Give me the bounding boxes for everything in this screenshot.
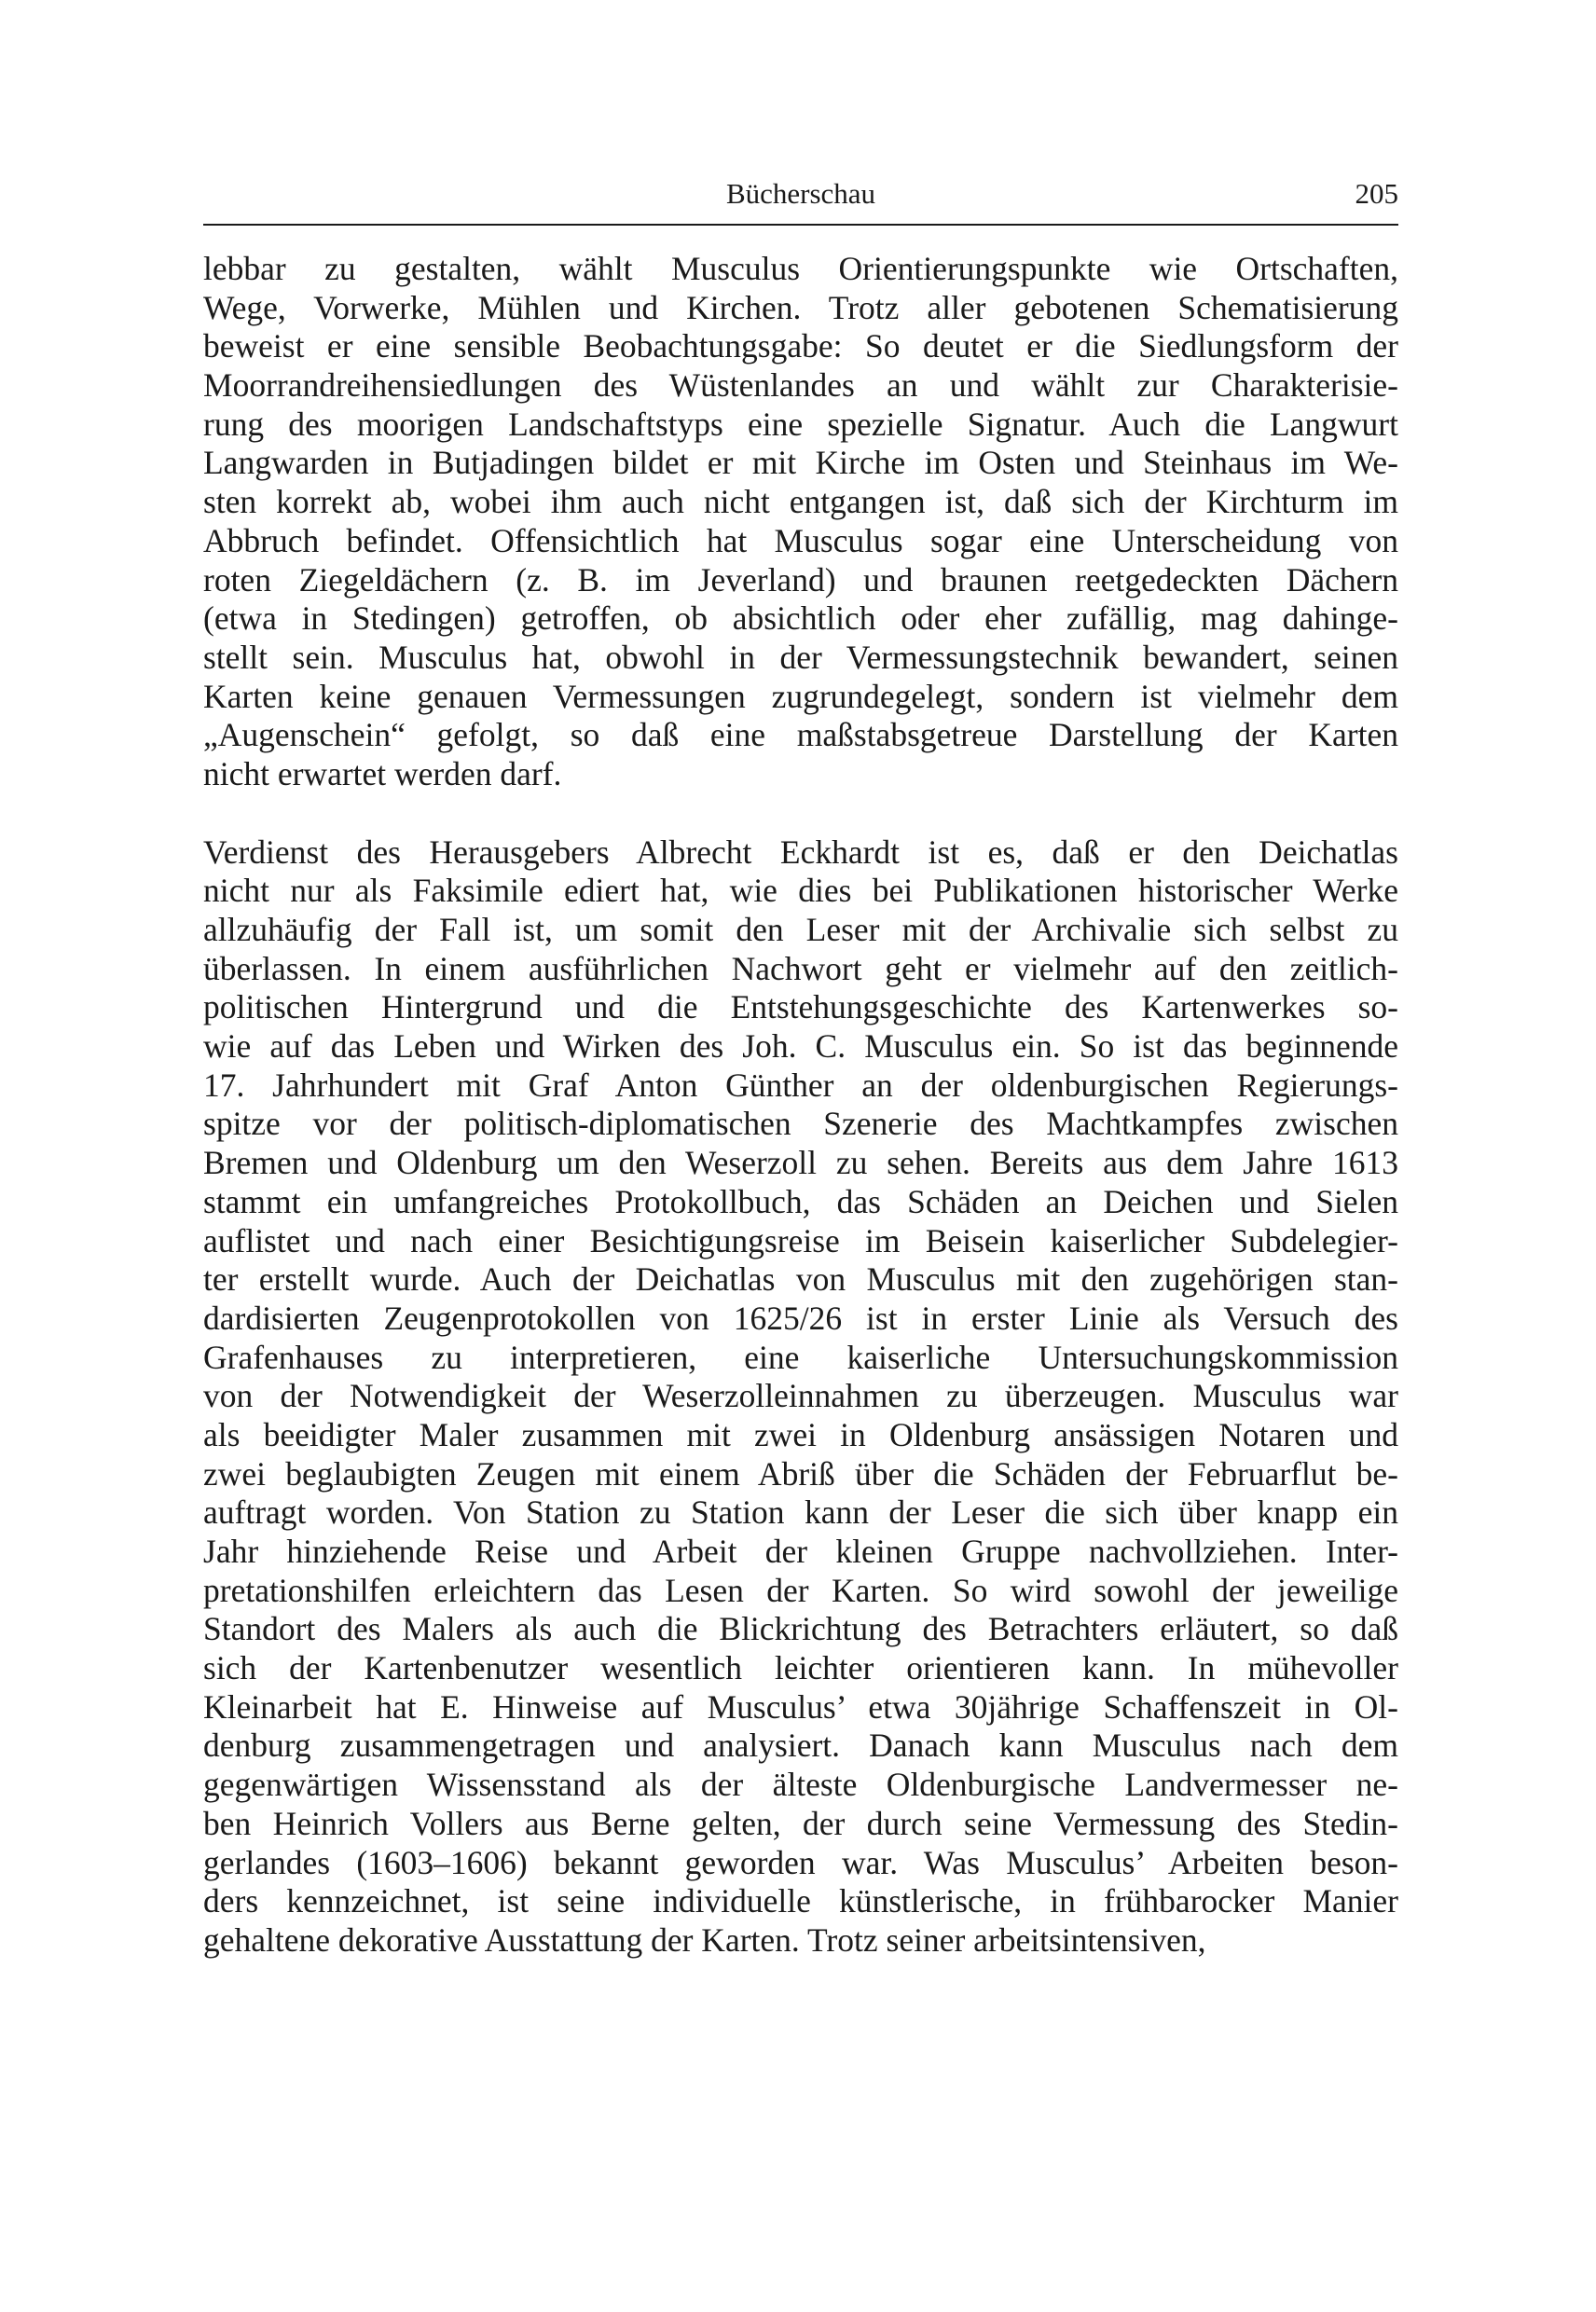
text-line: nicht nur als Faksimile ediert hat, wie dies bei Publikationen historischer Werke <box>203 872 1398 910</box>
text-line: sich der Kartenbenutzer wesentlich leichter orientieren kann. In mühevoller <box>203 1649 1398 1687</box>
text-line: Bremen und Oldenburg um den Weserzoll zu sehen. Bereits aus dem Jahre 1613 <box>203 1144 1398 1182</box>
text-line: allzuhäufig der Fall ist, um somit den Leser mit der Archivalie sich selbst zu <box>203 911 1398 948</box>
text-line: ter erstellt wurde. Auch der Deichatlas von Musculus mit den zugehörigen stan- <box>203 1260 1398 1299</box>
running-head-title: Bücherschau <box>725 177 876 210</box>
text-line: „Augenschein“ gefolgt, so daß eine maßstabsgetreue Darstellung der Karten <box>203 716 1398 754</box>
text-line: auftragt worden. Von Station zu Station kann der Leser die sich über knapp ein <box>203 1493 1398 1532</box>
paragraph <box>203 833 1398 1961</box>
text-line: nicht erwartet werden darf. <box>203 754 562 792</box>
header-rule <box>203 224 1398 226</box>
text-line: denburg zusammengetragen und analysiert. Danach kann Musculus nach dem <box>203 1727 1398 1765</box>
text-line: Moorrandreihensiedlungen des Wüstenlandes an und wählt zur Charakterisie- <box>203 366 1398 405</box>
page-number: 205 <box>1355 177 1398 210</box>
text-line: Standort des Malers als auch die Blickrichtung des Betrachters erläutert, so daß <box>203 1610 1398 1648</box>
text-line: als beeidigter Maler zusammen mit zwei in Oldenburg ansässigen Notaren und <box>203 1415 1398 1453</box>
text-line: roten Ziegeldächern (z. B. im Jeverland) und braunen reetgedeckten Dächern <box>203 560 1398 599</box>
text-line: Wege, Vorwerke, Mühlen und Kirchen. Trotz aller gebotenen Schematisierung <box>203 288 1398 326</box>
text-line: überlassen. In einem ausführlichen Nachwort geht er vielmehr auf den zeitlich- <box>203 949 1398 987</box>
text-line: lebbar zu gestalten, wählt Musculus Orientierungspunkte wie Ortschaften, <box>203 250 1398 287</box>
paragraph <box>203 250 1398 794</box>
text-line: rung des moorigen Landschaftstyps eine spezielle Signatur. Auch die Langwurt <box>203 405 1398 443</box>
text-line: sten korrekt ab, wobei ihm auch nicht entgangen ist, daß sich der Kirchturm im <box>203 483 1398 521</box>
body-text <box>203 250 1398 1961</box>
text-line: ben Heinrich Vollers aus Berne gelten, der durch seine Vermessung des Stedin- <box>203 1804 1398 1842</box>
text-line: zwei beglaubigten Zeugen mit einem Abriß über die Schäden der Februarflut be- <box>203 1454 1398 1493</box>
text-line: von der Notwendigkeit der Weserzolleinnahmen zu überzeugen. Musculus war <box>203 1377 1398 1415</box>
text-line: gegenwärtigen Wissensstand als der älteste Oldenburgische Landvermesser ne- <box>203 1766 1398 1804</box>
text-line: stammt ein umfangreiches Protokollbuch, das Schäden an Deichen und Sielen <box>203 1182 1398 1220</box>
text-line: auflistet und nach einer Besichtigungsreise im Beisein kaiserlicher Subdelegier- <box>203 1221 1398 1259</box>
text-line: Karten keine genauen Vermessungen zugrundegelegt, sondern ist vielmehr dem <box>203 677 1398 715</box>
text-line: beweist er eine sensible Beobachtungsgabe: So deutet er die Siedlungsform der <box>203 327 1398 365</box>
text-line: Jahr hinziehende Reise und Arbeit der kleinen Gruppe nachvollziehen. Inter- <box>203 1533 1398 1570</box>
text-line: gehaltene dekorative Ausstattung der Karten. Trotz seiner arbeitsintensiven, <box>203 1920 1206 1959</box>
text-line: (etwa in Stedingen) getroffen, ob absichtlich oder eher zufällig, mag dahinge- <box>203 599 1398 638</box>
text-line: pretationshilfen erleichtern das Lesen der Karten. So wird sowohl der jeweilige <box>203 1571 1398 1609</box>
text-line: Langwarden in Butjadingen bildet er mit Kirche im Osten und Steinhaus im We- <box>203 444 1398 482</box>
text-line: ders kennzeichnet, ist seine individuelle künstlerische, in frühbarocker Manier <box>203 1882 1398 1920</box>
text-line: politischen Hintergrund und die Entstehungsgeschichte des Kartenwerkes so- <box>203 988 1398 1026</box>
text-line: spitze vor der politisch-diplomatischen Szenerie des Machtkampfes zwischen <box>203 1105 1398 1143</box>
running-head <box>203 173 1398 214</box>
text-line: 17. Jahrhundert mit Graf Anton Günther an der oldenburgischen Regierungs- <box>203 1066 1398 1104</box>
text-line: Kleinarbeit hat E. Hinweise auf Musculus’ etwa 30jährige Schaffenszeit in Ol- <box>203 1687 1398 1726</box>
text-line: gerlandes (1603–1606) bekannt geworden war. Was Musculus’ Arbeiten beson- <box>203 1843 1398 1881</box>
text-line: Abbruch befindet. Offensichtlich hat Musculus sogar eine Unterscheidung von <box>203 521 1398 559</box>
text-line: Verdienst des Herausgebers Albrecht Eckhardt ist es, daß er den Deichatlas <box>203 833 1398 871</box>
text-line: wie auf das Leben und Wirken des Joh. C. Musculus ein. So ist das beginnende <box>203 1027 1398 1066</box>
paragraph-gap <box>203 794 1398 833</box>
text-line: stellt sein. Musculus hat, obwohl in der Vermessungstechnik bewandert, seinen <box>203 638 1398 676</box>
text-line: dardisierten Zeugenprotokollen von 1625/26 ist in erster Linie als Versuch des <box>203 1299 1398 1337</box>
text-line: Grafenhauses zu interpretieren, eine kaiserliche Untersuchungskommission <box>203 1338 1398 1376</box>
